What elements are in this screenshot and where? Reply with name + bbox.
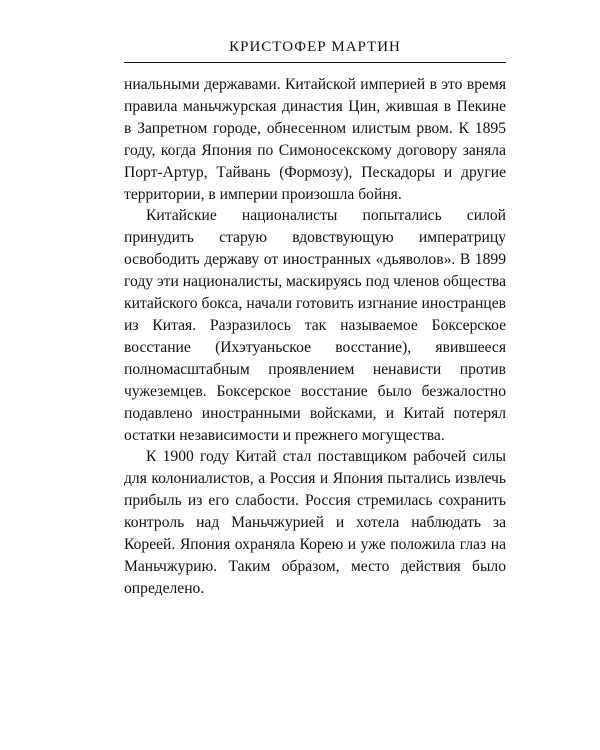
paragraph-boxer-rebellion: Китайские националисты попытались силой принудить старую вдовствующую императрицу освободить державу от иностранных «дьяволов». В 1899 году эти националисты, маскируясь под членов общества китайского бокса, начали готовить изгнание иностранцев из Китая. Разразилось так называемое Боксерское восстание (Ихэтуаньское восстание), явившееся полномасштабным проявлением ненависти против чужеземцев. Боксерское восстание было безжалостно подавлено иностранными войсками, и Китай потерял остатки независимости и прежнего могущества.: [124, 207, 506, 444]
paragraph-1900: К 1900 году Китай стал поставщиком рабочей силы для колониалистов, а Россия и Япония пытались извлечь прибыль из его слабости. Россия стремилась сохранить контроль над Маньчжурией и хотела наблюдать за Кореей. Япония охраняла Корею и уже положила глаз на Маньчжурию. Таким образом, место действия было определено.: [124, 448, 506, 597]
paragraph-continued: ниальными державами. Китайской империей в это время правила маньчжурская династия Цин, жившая в Пекине в Запретном городе, обнесенном илистым рвом. К 1895 году, когда Япония по Симоносекскому договору заняла Порт-Артур, Тайвань (Формозу), Пескадоры и другие территории, в империи произошла бойня.: [124, 76, 506, 203]
running-head: КРИСТОФЕР МАРТИН: [229, 39, 401, 55]
body-text: [124, 74, 506, 600]
header-rule: [124, 62, 506, 63]
